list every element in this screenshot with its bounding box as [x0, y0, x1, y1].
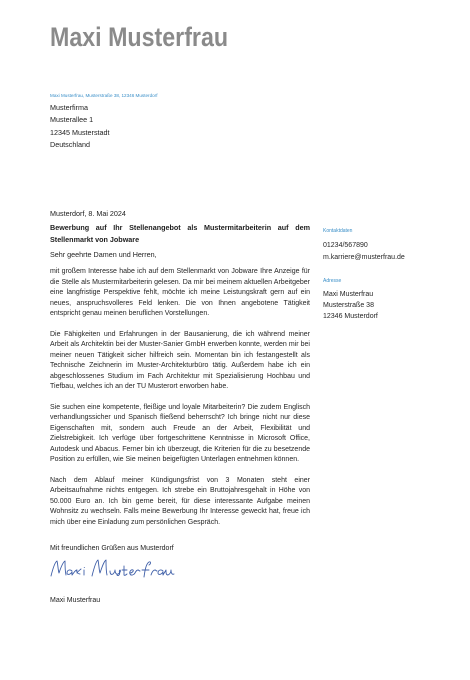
body-paragraph: Die Fähigkeiten und Erfahrungen in der Bausanierung, die ich während meiner Arbeit als Architektin bei der Muster-Sanier GmbH erwerben konnte, werden mir bei meiner neuen Tätigkeit sicher hilfreich sein. Momentan bin ich festangestellt als Technische Zeichnerin im Muster-Architekturbüro tätig. Außerdem habe ich ein abgeschlossenes Studium im Fach Architektur mit Spezialisierung Hochbau und Tiefbau, welches ich an der TU Musterort erworben habe.: [50, 330, 310, 390]
letter-date: Musterdorf, 8. Mai 2024: [50, 209, 126, 218]
letter-body: [50, 267, 310, 538]
address-street: Musterstraße 38: [323, 302, 374, 309]
recipient-address: [50, 102, 110, 152]
body-paragraph: mit großem Interesse habe ich auf dem Stellenmarkt von Jobware Ihre Anzeige für die Stelle als Mustermitarbeiterin gelesen. Da mir bei meinem aktuellen Arbeitgeber eine langfristige Perspektive fehlt, möchte ich meine Leistungskraft gern auf ein neues, anspruchsvolleres Feld lenken. Die von Ihnen angebotene Tätigkeit entspricht genau meinen beruflichen Vorstellungen.: [50, 268, 310, 317]
salutation: Sehr geehrte Damen und Herren,: [50, 250, 157, 259]
body-paragraph: Nach dem Ablauf meiner Kündigungsfrist von 3 Monaten steht einer Arbeitsaufnahme nichts entgegen. Ich strebe ein Bruttojahresgehalt in Höhe von 50.000 Euro an. Ich bin gerne bereit, für diese interessante Aufgabe meinen Wohnsitz zu wechseln. Falls meine Bewerbung Ihr Interesse geweckt hat, freue ich mich über eine Einladung zum persönlichen Gespräch.: [50, 476, 310, 526]
recipient-country: Deutschland: [50, 140, 90, 150]
body-paragraph: Sie suchen eine kompetente, fleißige und loyale Mitarbeiterin? Die zudem Englisch verhandlungssicher und Spanisch fließend beherrscht? Ich bringe nicht nur diese Eigenschaften mit, sondern auch Freude an der Arbeit, Flexibilität und Zielstrebigkeit. Ich verfüge über fortgeschrittene Kenntnisse in Microsoft Office, Autodesk und Abacus. Ferner bin ich überzeugt, die Kriterien für die zu besetzende Position zu erfüllen, wie Sie meinen beigefügten Unterlagen entnehmen können.: [50, 403, 310, 463]
address-heading: Adresse: [323, 278, 342, 284]
recipient-street: Musterallee 1: [50, 115, 94, 125]
closing-line: Mit freundlichen Grüßen aus Musterdorf: [50, 545, 174, 552]
contact-email: m.karriere@musterfrau.de: [323, 254, 405, 261]
applicant-name-heading: Maxi Musterfrau: [50, 22, 229, 52]
recipient-company: Musterfirma: [50, 103, 88, 112]
signed-name: Maxi Musterfrau: [50, 597, 101, 604]
handwritten-signature: [48, 556, 178, 588]
sender-address-line: Maxi Musterfrau, Musterstraße 38, 12346 Musterdorf: [50, 93, 158, 98]
address-city: 12346 Musterdorf: [323, 313, 378, 320]
address-name: Maxi Musterfrau: [323, 291, 374, 298]
contact-heading: Kontaktdaten: [323, 228, 353, 234]
recipient-city: 12345 Musterstadt: [50, 127, 110, 137]
contact-phone: 01234/567890: [323, 242, 368, 249]
letter-subject: Bewerbung auf Ihr Stellenangebot als Mustermitarbeiterin auf dem Stellenmarkt von Jobware: [50, 223, 310, 244]
